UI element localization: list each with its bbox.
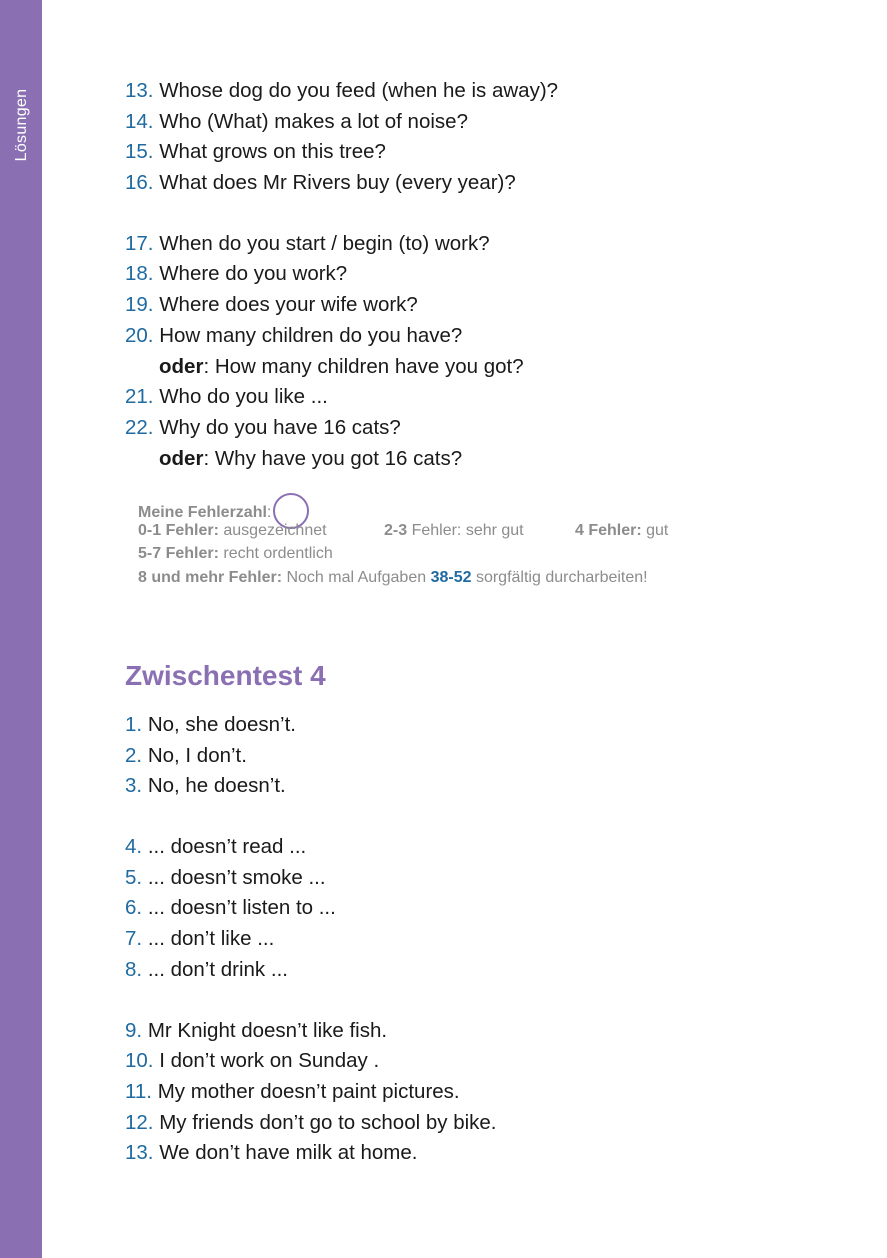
list-item: 8. ... don’t drink ...: [125, 957, 288, 981]
list-item: 11. My mother doesn’t paint pictures.: [125, 1079, 460, 1103]
list-item: 20. How many children do you have?: [125, 323, 463, 347]
score-title-row: Meine Fehlerzahl:: [138, 495, 648, 519]
spacer: [125, 802, 497, 832]
list-item: 22. Why do you have 16 cats?: [125, 415, 401, 439]
answer-list-1: [125, 76, 558, 474]
spacer: [125, 199, 558, 229]
error-score-box: [138, 495, 669, 589]
list-item-alternative: oder: How many children have you got?: [159, 354, 524, 378]
list-item: 5. ... doesn’t smoke ...: [125, 865, 326, 889]
list-item: 3. No, he doesn’t.: [125, 774, 286, 798]
list-item: 12. My friends don’t go to school by bike.: [125, 1110, 497, 1134]
list-item: 7. ... don’t like ...: [125, 927, 275, 951]
list-item: 15. What grows on this tree?: [125, 140, 386, 164]
list-item: 4. ... doesn’t read ...: [125, 835, 307, 859]
score-title: Meine Fehlerzahl: [138, 504, 267, 522]
sidebar-label: Lösungen: [13, 88, 30, 162]
score-row-1: 0-1 Fehler: ausgezeichnet 2-3 Fehler: sehr gut 4 Fehler: gut: [138, 521, 669, 539]
list-item: 1. No, she doesn’t.: [125, 713, 296, 736]
list-item: 14. Who (What) makes a lot of noise?: [125, 109, 468, 133]
list-item: 21. Who do you like ...: [125, 385, 328, 409]
list-item: 6. ... doesn’t listen to ...: [125, 896, 336, 920]
list-item: 10. I don’t work on Sunday .: [125, 1049, 380, 1073]
spacer: [125, 986, 497, 1016]
list-item: 13. Whose dog do you feed (when he is away)?: [125, 79, 559, 102]
list-item: 13. We don’t have milk at home.: [125, 1141, 418, 1165]
score-row-3: 8 und mehr Fehler: Noch mal Aufgaben 38-52 sorgfältig durcharbeiten!: [138, 568, 648, 586]
list-item: 17. When do you start / begin (to) work?: [125, 231, 490, 255]
list-item: 16. What does Mr Rivers buy (every year)?: [125, 171, 516, 195]
section-heading: Zwischentest 4: [125, 660, 326, 691]
list-item: 19. Where does your wife work?: [125, 293, 418, 317]
list-item: 2. No, I don’t.: [125, 743, 247, 767]
answer-list-2: [125, 710, 497, 1169]
list-item: 18. Where do you work?: [125, 262, 348, 286]
list-item-alternative: oder: Why have you got 16 cats?: [159, 446, 463, 470]
sidebar: [0, 0, 42, 1258]
list-item: 9. Mr Knight doesn’t like fish.: [125, 1018, 388, 1042]
score-row-2: 5-7 Fehler: recht ordentlich: [138, 545, 333, 562]
